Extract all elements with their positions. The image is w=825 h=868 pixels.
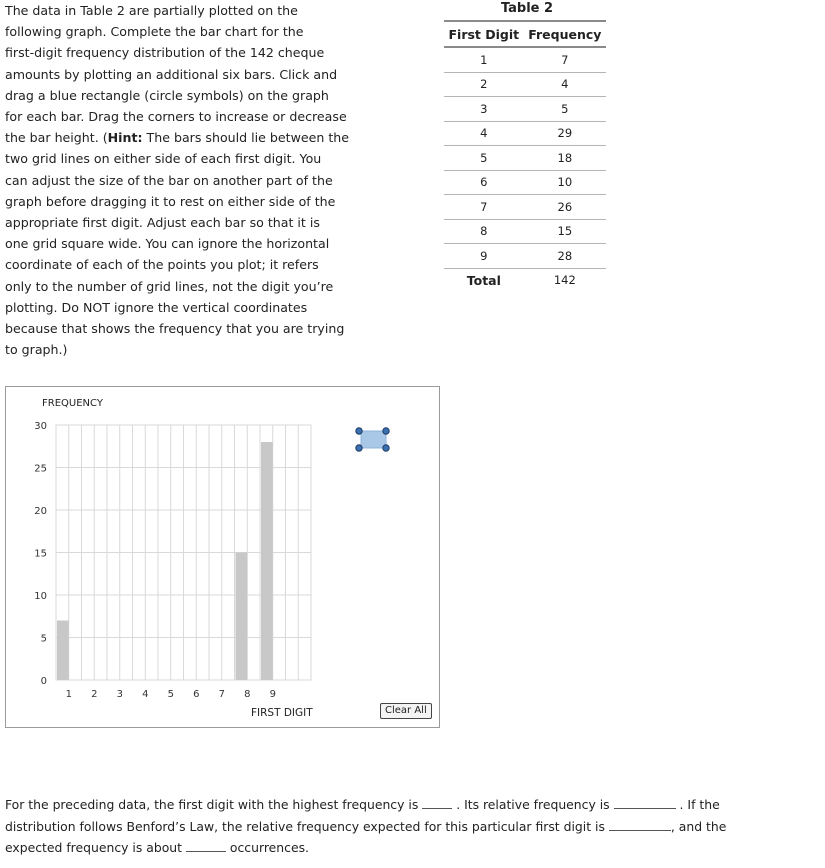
x-tick-label: 6 [193, 689, 200, 700]
digit-cell: 2 [444, 72, 524, 97]
table-row [444, 97, 606, 122]
digit-cell: 7 [444, 195, 524, 220]
x-tick-label: 7 [218, 689, 225, 700]
bar-chart[interactable] [6, 387, 439, 727]
table-row [444, 146, 606, 171]
hint-label: Hint: [107, 130, 143, 146]
frequency-cell: 18 [524, 146, 606, 171]
corner-handle-bottom-left[interactable] [356, 445, 362, 451]
question-fragment: , and the [670, 818, 727, 834]
relative-frequency-blank[interactable] [614, 796, 676, 809]
blue-rectangle[interactable] [361, 431, 386, 448]
frequency-cell: 28 [524, 244, 606, 269]
instructions-line: coordinate of each of the points you plot; it refers [5, 257, 319, 273]
x-tick-label: 4 [142, 689, 149, 700]
corner-handle-top-right[interactable] [383, 428, 389, 434]
column-header-first-digit: First Digit [444, 21, 524, 47]
y-tick-label: 10 [34, 591, 47, 602]
instructions-line: one grid square wide. You can ignore the horizontal [5, 236, 330, 252]
corner-handle-bottom-right[interactable] [383, 445, 389, 451]
digit-cell: 3 [444, 97, 524, 122]
table-row [444, 244, 606, 269]
instructions-line: following graph. Complete the bar chart for the [5, 24, 304, 40]
question-fragment: expected frequency is about [5, 840, 182, 855]
x-tick-label: 5 [167, 689, 174, 700]
instructions-line: first-digit frequency distribution of the 142 cheque [5, 45, 325, 61]
instructions-line: can adjust the size of the bar on another part of the [5, 172, 333, 188]
question-fragment: For the preceding data, the first digit with the highest frequency is [5, 797, 419, 812]
highest-digit-blank[interactable] [422, 796, 452, 809]
bar-digit-1 [57, 621, 69, 681]
frequency-cell: 7 [524, 47, 606, 72]
graph-panel [5, 386, 440, 728]
instructions-line: plotting. Do NOT ignore the vertical coordinates [5, 299, 308, 315]
total-value: 142 [553, 273, 576, 288]
question-fragment: occurrences. [229, 840, 309, 855]
instructions-fragment: the bar height. ( [5, 130, 108, 146]
digit-cell: 5 [444, 146, 524, 171]
instructions-line: because that shows the frequency that you are trying [5, 321, 345, 337]
instructions-line: to graph.) [5, 342, 68, 358]
instructions-line [5, 127, 365, 148]
question-fragment: . Its relative frequency is [456, 797, 610, 812]
instructions-line: graph before dragging it to rest on either side of the [5, 193, 336, 209]
bar-digit-9 [261, 442, 273, 680]
x-tick-label: 3 [116, 689, 123, 700]
table-row [444, 47, 606, 72]
instructions-line: amounts by plotting an additional six bars. Click and [5, 66, 338, 82]
corner-handle-top-left[interactable] [356, 428, 362, 434]
instructions-text [5, 0, 365, 360]
y-tick-label: 25 [34, 463, 47, 475]
frequency-cell: 26 [524, 195, 606, 220]
instructions-line: The data in Table 2 are partially plotted on the [5, 3, 298, 18]
table-row [444, 121, 606, 146]
instructions-line: two grid lines on either side of each first digit. You [5, 151, 322, 167]
benford-frequency-blank[interactable] [609, 818, 671, 831]
y-tick-label: 20 [34, 506, 47, 517]
instructions-fragment: The bars should lie between the [142, 130, 350, 146]
frequency-cell: 10 [524, 170, 606, 195]
question-line [5, 794, 820, 816]
y-tick-label: 30 [34, 421, 47, 432]
x-tick-label: 9 [269, 689, 276, 700]
table-row [444, 170, 606, 195]
table-title: Table 2 [500, 1, 554, 16]
digit-cell: 6 [444, 170, 524, 195]
question-fragment: . If the [679, 797, 720, 812]
instructions-line: only to the number of grid lines, not the digit you’re [5, 278, 334, 294]
frequency-cell: 29 [524, 121, 606, 146]
instructions-line: appropriate first digit. Adjust each bar so that it is [5, 215, 320, 231]
instructions-line: for each bar. Drag the corners to increase or decrease [5, 109, 347, 125]
column-header-frequency: Frequency [524, 21, 606, 47]
x-axis-label: FIRST DIGIT [251, 707, 313, 719]
bar-drawing-tool[interactable] [356, 428, 389, 451]
question-line [5, 816, 820, 838]
x-tick-label: 1 [65, 689, 72, 700]
digit-cell: 9 [444, 244, 524, 269]
question-line [5, 837, 820, 859]
bar-digit-8 [236, 553, 248, 681]
x-tick-label: 8 [244, 689, 251, 700]
digit-cell: 8 [444, 219, 524, 244]
total-label: Total [466, 272, 501, 288]
x-tick-label: 2 [91, 689, 98, 700]
frequency-cell: 5 [524, 97, 606, 122]
question-fragment: distribution follows Benford’s Law, the relative frequency expected for this particular first digit is [5, 818, 605, 834]
y-axis-label: FREQUENCY [42, 398, 103, 409]
question-text [5, 794, 820, 859]
y-tick-label: 15 [34, 548, 47, 560]
table-row [444, 195, 606, 220]
y-tick-label: 5 [40, 633, 47, 645]
frequency-cell: 4 [524, 72, 606, 97]
expected-frequency-blank[interactable] [186, 839, 226, 852]
total-row [444, 268, 606, 292]
table-2 [444, 0, 606, 292]
instructions-line: drag a blue rectangle (circle symbols) on the graph [5, 87, 329, 103]
clear-all-button[interactable]: Clear All [380, 703, 432, 719]
frequency-table [444, 20, 606, 292]
y-tick-label: 0 [40, 676, 47, 687]
digit-cell: 1 [444, 47, 524, 72]
frequency-cell: 15 [524, 219, 606, 244]
table-row [444, 72, 606, 97]
table-row [444, 219, 606, 244]
digit-cell: 4 [444, 121, 524, 146]
